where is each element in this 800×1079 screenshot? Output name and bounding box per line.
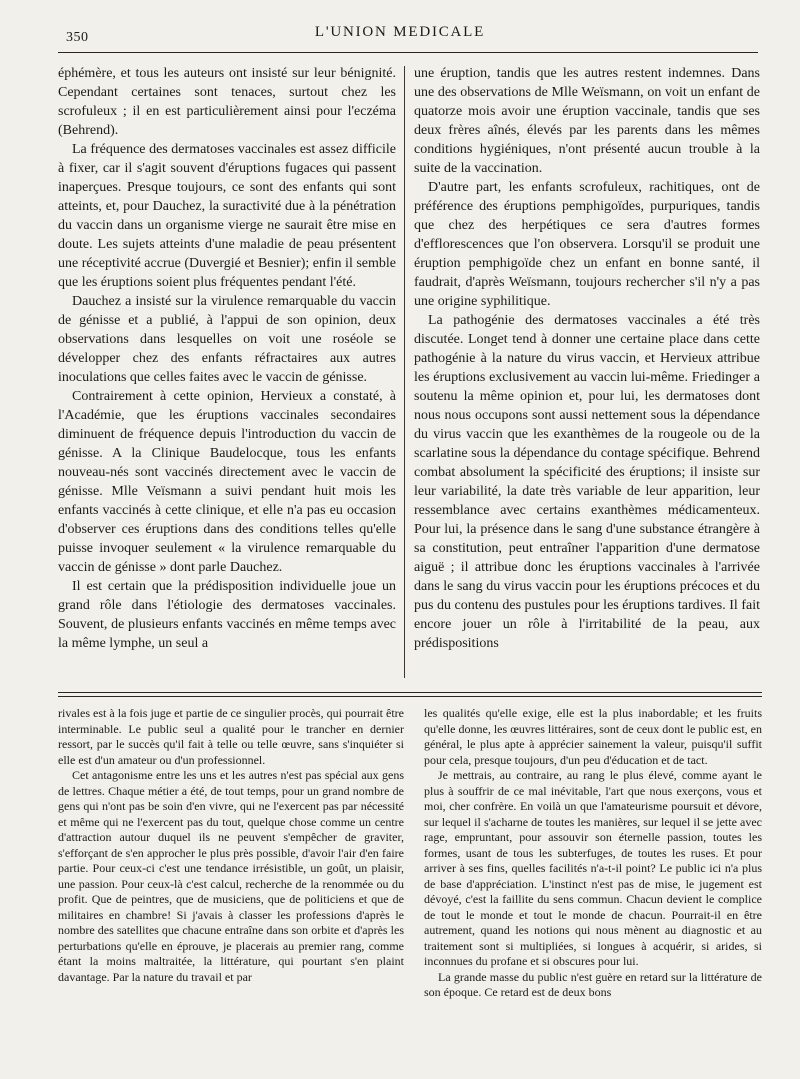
paragraph: La fréquence des dermatoses vaccinales est assez difficile à fixer, car il s'agit souvent d'éruptions fugaces qui passent inaperçues. Presque toujours, ce sont des enfants qui sont atteints, et, pour Dauchez, la suractivité due à la pénétration du vaccin dans un organisme vierge ne saurait être mise en doute. Les sujets atteints d'une maladie de peau présentent une réceptivité accrue (Duvergié et Besnier); enfin il semble que les éruptions soient plus fréquentes pendant l'été. xyxy=(58,142,396,290)
paragraph: La pathogénie des dermatoses vaccinales a été très discutée. Longet tend à donner une certaine place dans cette pathogénie à la nature du virus vaccin, et Hervieux attribue les éruptions exclusivement au vaccin lui-même. Friedinger a soutenu la même opinion et, pour lui, les dermatoses dont nous nous occupons sont aussi nettement sous la dépendance du virus vaccin que les exanthèmes de la rougeole ou de la scarlatine sous la dépendance du contage spécifique. Behrend combat absolument la spécificité des éruptions; il insiste sur leur variabilité, la date très variable de leur apparition, leur ressemblance avec certains exanthèmes médicamenteux. Pour lui, la présence dans le sang d'une substance étrangère à sa constitution, peut entraîner l'apparition d'une dermatose aiguë ; il attribue donc les éruptions vaccinales à l'arrivée dans le sang du virus vaccin pour les éruptions précoces et du pus du contenu des pustules pour les éruptions tardives. Il fait encore jouer un rôle à l'irritabilité de la peau, aux prédispositions xyxy=(414,313,760,651)
lower-right-column xyxy=(424,706,762,1038)
header-rule xyxy=(58,52,758,53)
paragraph: D'autre part, les enfants scrofuleux, rachitiques, ont de préférence des éruptions pemphigoïdes, purpuriques, tandis que chez des herpétiques ce sera d'autres formes d'efflorescences que l'on observera. Lorsqu'il se produit une éruption pemphigoïde chez un enfant en bonne santé, il faudrait, d'après Weïsmann, toujours rechercher s'il n'y a pas une origine syphilitique. xyxy=(414,180,760,309)
paragraph: les qualités qu'elle exige, elle est la plus inabordable; et les fruits qu'elle donne, les œuvres littéraires, sont de ceux dont le public est, en général, le plus apte à apprécier sainement la valeur, puisqu'il suffit pour cela, presque toujours, d'un peu d'éducation et de tact. xyxy=(424,706,762,767)
feuilleton-article xyxy=(58,706,762,1038)
lower-left-column xyxy=(58,706,404,1038)
paragraph: Je mettrais, au contraire, au rang le plus élevé, comme ayant le plus à souffrir de ce mal inévitable, l'art que nous exerçons, vous et moi, cher confrère. En voilà un que l'amateurisme poursuit et dévore, sur lequel il s'acharne de toutes les manières, sur lequel il se jette avec rage, empruntant, pour assouvir son éternelle passion, toutes les formes, usant de tous les subterfuges, de toutes les ruses. Et pour arriver à ses fins, quelles facilités n'a-t-il point? Le public ici n'a plus de base d'appréciation. L'instinct n'est pas de mise, le jugement est dévoyé, c'est la faillite du sens commun. Chacun devient le complice de tout le monde et tout le monde de chacun. Pourrait-il en être autrement, quand les notions qui nous mènent au diagnostic et au traitement sont si multipliées, si longues à acquérir, si arides, si inconnues du profane et si obscures pour lui. xyxy=(424,768,762,968)
paragraph: Il est certain que la prédisposition individuelle joue un grand rôle dans l'étiologie des dermatoses vaccinales. Souvent, de plusieurs enfants vaccinés en même temps avec la même lymphe, un seul a xyxy=(58,579,396,651)
upper-right-column xyxy=(414,64,760,682)
running-title: L'UNION MEDICALE xyxy=(314,24,486,40)
feuilleton-rule-second xyxy=(58,696,762,697)
paragraph: Cet antagonisme entre les uns et les autres n'est pas spécial aux gens de lettres. Chaque métier a été, de tout temps, pour un grand nombre de gens qui n'ont pas be soin d'en vivre, qui ne l'exercent pas par nécessité et même qui ne l'exercent pas du tout, quelque chose comme un centre d'attraction autour duquel ils ne peuvent s'empêcher de graviter, s'efforçant de s'en approcher le plus près possible, d'avoir l'air d'en faire partie. Pour ceux-ci c'est une tendance irrésistible, un goût, un plaisir, une passion. Pour ceux-là c'est calcul, recherche de la renommée ou du profit. Que de peintres, que de musiciens, que de politiciens et que de militaires en chambre! Si j'avais à classer les professions d'après le nombre des satellites que chacune entraîne dans son orbite et d'après les perturbations qu'elle en éprouve, je placerais au premier rang, comme étant la moins maltraitée, la littérature, qui pourtant s'en plaint davantage. Par la nature du travail et par xyxy=(58,768,404,984)
paragraph: Dauchez a insisté sur la virulence remarquable du vaccin de génisse et a publié, à l'appui de son opinion, deux observations dans lesquelles on voit une roséole se développer chez des enfants réfractaires aux autres inoculations que celles faites avec le vaccin de génisse. xyxy=(58,294,396,385)
paragraph: rivales est à la fois juge et partie de ce singulier procès, qui pourrait être interminable. Le public seul a qualité pour le trancher en dernier ressort, par le succès qu'il fait à telle ou telle œuvre, sans s'inquiéter si elle est d'un amateur ou d'un professionnel. xyxy=(58,706,404,767)
upper-article xyxy=(58,64,760,682)
paragraph: Contrairement à cette opinion, Hervieux a constaté, à l'Académie, que les éruptions vaccinales secondaires diminuent de fréquence depuis l'introduction du vaccin de génisse. A la Clinique Baudelocque, tous les enfants nouveau-nés sont vaccinés directement avec le vaccin de génisse. Mlle Veïsmann a suivi pendant huit mois les enfants vaccinés à cette clinique, et elle n'a pas eu occasion d'observer ces éruptions dans des conditions telles qu'elle puisse invoquer seulement « la virulence remarquable du vaccin de génisse » dont parle Dauchez. xyxy=(58,389,396,575)
paragraph: éphémère, et tous les auteurs ont insisté sur leur bénignité. Cependant certaines sont tenaces, surtout chez les scrofuleux ; il en est particulièrement ainsi pour l'eczéma (Behrend). xyxy=(58,66,396,138)
column-divider xyxy=(404,66,405,678)
feuilleton-rule xyxy=(58,692,762,693)
page-number: 350 xyxy=(66,30,89,45)
paragraph: La grande masse du public n'est guère en retard sur la littérature de son époque. Ce retard est de deux bons xyxy=(424,969,762,999)
upper-left-column xyxy=(58,64,396,682)
paragraph: une éruption, tandis que les autres restent indemnes. Dans une des observations de Mlle Weïsmann, on voit un enfant de quatorze mois avoir une éruption vaccinale, tandis que ses deux frères aînés, élevés par les parents dans les mêmes conditions hygiéniques, n'ont présenté aucun trouble à la suite de la vaccination. xyxy=(414,66,760,176)
